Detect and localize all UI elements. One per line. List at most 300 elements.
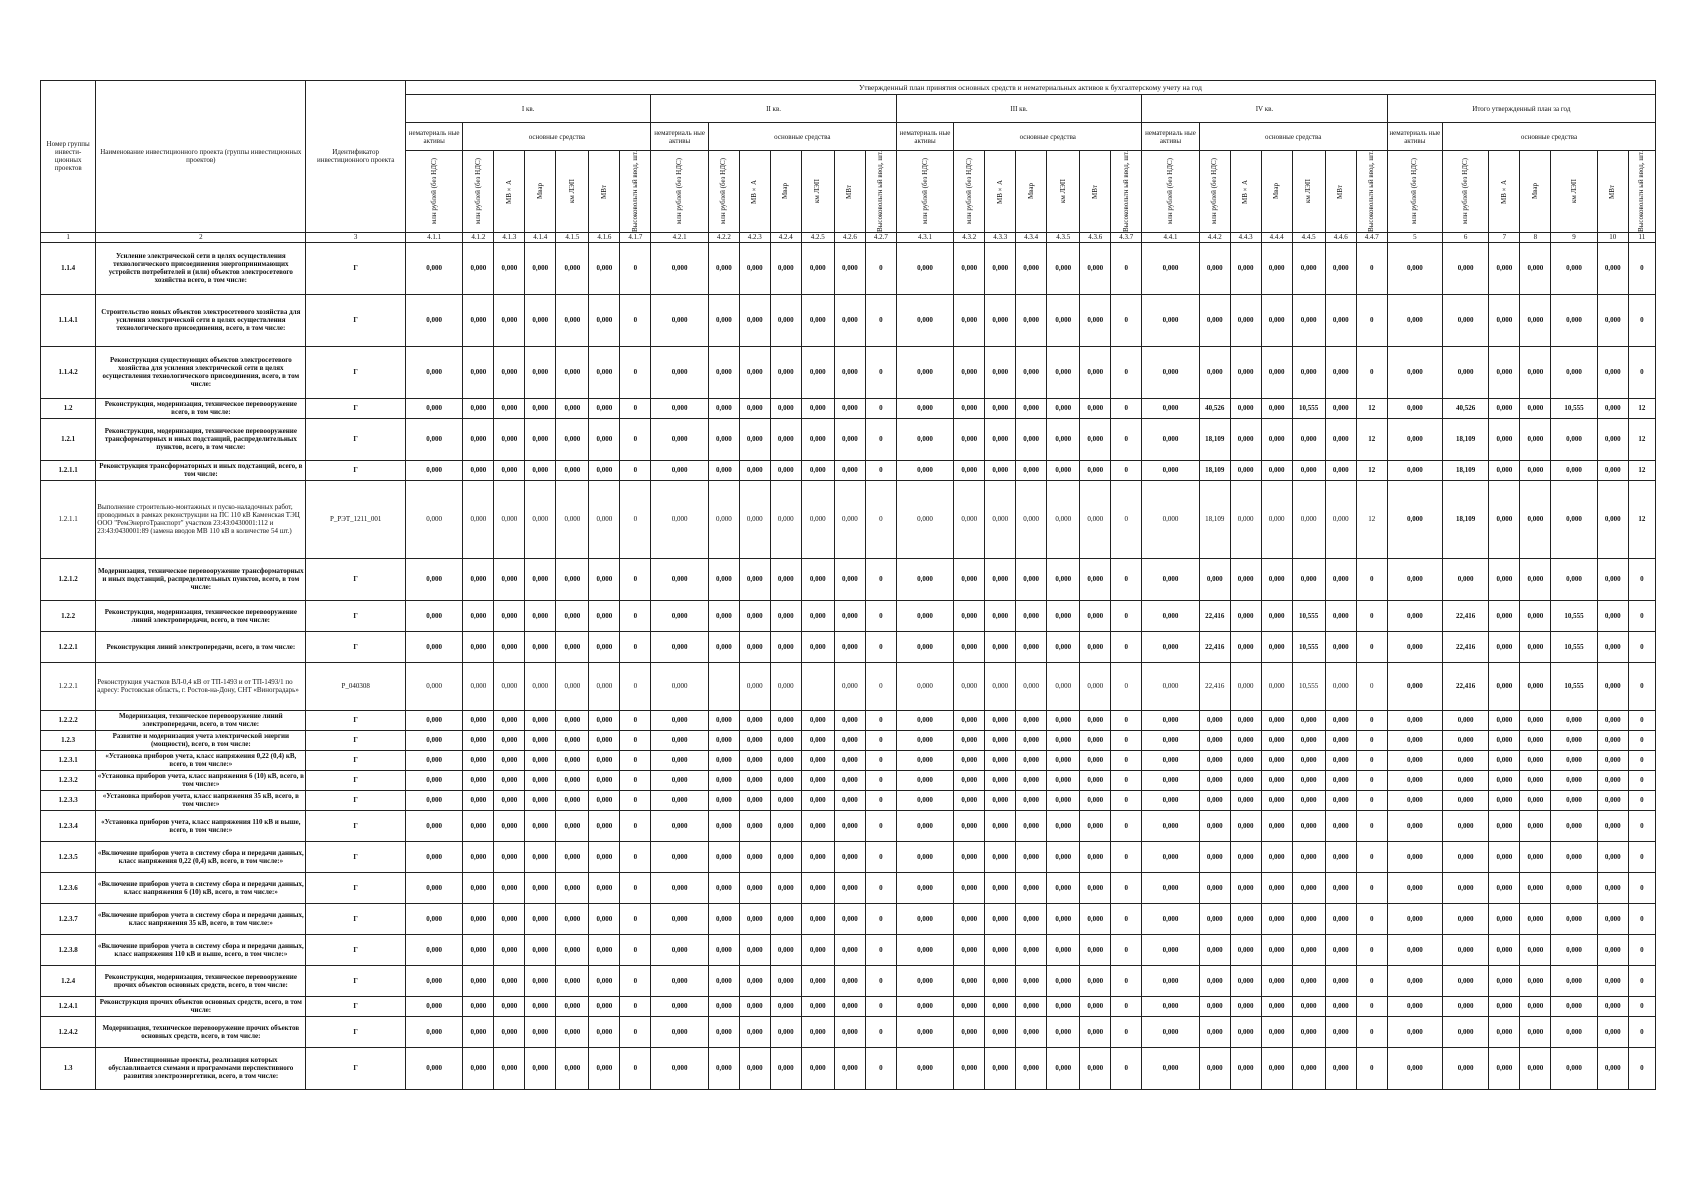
total-cell: 0,000 [1442, 346, 1488, 398]
total-cell: 0,000 [1387, 841, 1442, 872]
total-cell: 0,000 [1520, 1016, 1551, 1047]
value-cell: 0,000 [1230, 1016, 1261, 1047]
value-cell: 0,000 [739, 460, 770, 480]
value-cell: 0,000 [896, 418, 954, 460]
row-name: Модернизация, техническое перевооружение трансформаторных и иных подстанций, распределительных пунктов, всего, в том числе: [96, 558, 306, 600]
value-cell: 0,000 [770, 631, 801, 662]
total-cell: 0,000 [1551, 1016, 1597, 1047]
value-cell: 0,000 [463, 996, 494, 1016]
total-cell: 0,000 [1520, 710, 1551, 730]
value-cell: 0,000 [651, 872, 709, 903]
total-cell: 0,000 [1520, 662, 1551, 710]
value-cell: 0,000 [834, 480, 865, 558]
value-cell: 0,000 [1325, 346, 1356, 398]
value-cell: 0,000 [1142, 480, 1200, 558]
value-cell: 0,000 [985, 790, 1016, 810]
value-cell: 0,000 [708, 631, 739, 662]
value-cell: 0,000 [525, 1016, 556, 1047]
value-cell: 0,000 [801, 294, 834, 346]
value-cell: 0,000 [1292, 872, 1325, 903]
value-cell: 0,000 [1261, 600, 1292, 631]
value-cell: 0,000 [1142, 810, 1200, 841]
value-cell: 0,000 [494, 1047, 525, 1089]
table-row [41, 750, 1656, 770]
total-cell: 10,555 [1551, 631, 1597, 662]
row-identifier: Г [306, 1047, 406, 1089]
column-number: 9 [1551, 232, 1597, 242]
value-cell: 0,000 [405, 631, 463, 662]
value-cell: 0,000 [1292, 790, 1325, 810]
value-cell: 0,000 [1016, 662, 1047, 710]
table-row [41, 460, 1656, 480]
value-cell: 0,000 [1142, 996, 1200, 1016]
value-cell: 0,000 [896, 710, 954, 730]
total-cell: 0,000 [1489, 242, 1520, 294]
value-cell: 0,000 [494, 934, 525, 965]
value-cell: 0,000 [589, 730, 620, 750]
column-number: 4.2.6 [834, 232, 865, 242]
value-cell: 0,000 [1016, 460, 1047, 480]
total-cell: 0,000 [1442, 841, 1488, 872]
value-cell: 0,000 [708, 480, 739, 558]
row-number: 1.2.2 [41, 600, 96, 631]
value-cell: 0,000 [1142, 872, 1200, 903]
value-cell: 0,000 [556, 841, 589, 872]
column-number: 4.1.6 [589, 232, 620, 242]
value-cell: 0,000 [834, 810, 865, 841]
value-cell: 0,000 [1080, 710, 1111, 730]
value-cell: 0 [865, 810, 896, 841]
value-cell: 0,000 [1261, 965, 1292, 996]
unit-label: км ЛЭП [567, 179, 576, 204]
value-cell: 0,000 [1325, 770, 1356, 790]
value-cell: 0,000 [985, 1016, 1016, 1047]
value-cell: 0,000 [708, 460, 739, 480]
value-cell: 0,000 [463, 810, 494, 841]
row-number: 1.2 [41, 398, 96, 418]
unit-label: Мвар [535, 183, 544, 200]
value-cell: 0,000 [1230, 480, 1261, 558]
value-cell: 0,000 [708, 750, 739, 770]
value-cell: 0,000 [1261, 770, 1292, 790]
value-cell: 0 [620, 790, 651, 810]
value-cell: 0,000 [1047, 398, 1080, 418]
row-number: 1.2.2.1 [41, 631, 96, 662]
value-cell: 0,000 [896, 346, 954, 398]
value-cell: 0,000 [985, 294, 1016, 346]
value-cell: 0,000 [834, 662, 865, 710]
table-row [41, 346, 1656, 398]
value-cell: 0,000 [494, 242, 525, 294]
value-cell: 0,000 [1261, 841, 1292, 872]
value-cell: 0,000 [463, 872, 494, 903]
value-cell: 0,000 [739, 242, 770, 294]
value-cell: 0,000 [1261, 631, 1292, 662]
row-number: 1.1.4.1 [41, 294, 96, 346]
value-cell: 0,000 [1261, 903, 1292, 934]
value-cell: 0,000 [985, 480, 1016, 558]
total-cell: 0,000 [1520, 242, 1551, 294]
value-cell: 0,000 [896, 398, 954, 418]
value-cell: 0,000 [896, 750, 954, 770]
value-cell: 0,000 [1142, 294, 1200, 346]
value-cell: 0,000 [770, 841, 801, 872]
value-cell: 0 [620, 1016, 651, 1047]
value-cell: 0,000 [1261, 790, 1292, 810]
value-cell: 0,000 [1292, 242, 1325, 294]
quarter-header: III кв. [896, 95, 1141, 123]
unit-label: млн рублей (без НДС) [675, 158, 684, 225]
value-cell: 0,000 [1142, 346, 1200, 398]
value-cell: 0,000 [1325, 903, 1356, 934]
column-number: 6 [1442, 232, 1488, 242]
value-cell: 0,000 [463, 346, 494, 398]
value-cell: 0,000 [525, 903, 556, 934]
value-cell: 12 [1356, 480, 1387, 558]
total-cell: 0,000 [1387, 730, 1442, 750]
value-cell: 0,000 [1292, 418, 1325, 460]
unit-label: Высоковольтн ый ввод, шт. [1121, 151, 1130, 232]
value-cell: 0,000 [556, 418, 589, 460]
value-cell: 0,000 [739, 810, 770, 841]
value-cell: 0,000 [1080, 1016, 1111, 1047]
value-cell: 0 [1111, 1016, 1142, 1047]
value-cell: 10,555 [1292, 631, 1325, 662]
value-cell: 0 [1111, 662, 1142, 710]
row-identifier: Г [306, 558, 406, 600]
value-cell: 0 [865, 480, 896, 558]
total-cell: 0,000 [1551, 965, 1597, 996]
value-cell: 0,000 [1261, 810, 1292, 841]
value-cell: 0,000 [494, 841, 525, 872]
total-cell: 0,000 [1489, 903, 1520, 934]
value-cell: 0,000 [770, 872, 801, 903]
row-identifier: Г [306, 730, 406, 750]
value-cell: 0,000 [1325, 242, 1356, 294]
total-cell: 0,000 [1597, 1047, 1628, 1089]
value-cell: 0,000 [556, 965, 589, 996]
value-cell: 0,000 [1230, 841, 1261, 872]
row-name: Реконструкция, модернизация, техническое перевооружение линий электропередачи, всего, в том числе: [96, 600, 306, 631]
value-cell: 0,000 [651, 1016, 709, 1047]
row-name: Модернизация, техническое перевооружение прочих объектов основных средств, всего, в том числе: [96, 1016, 306, 1047]
total-cell: 0,000 [1442, 730, 1488, 750]
value-cell: 22,416 [1199, 662, 1230, 710]
total-cell: 0,000 [1551, 934, 1597, 965]
value-cell: 0 [1111, 790, 1142, 810]
total-cell: 0,000 [1551, 710, 1597, 730]
value-cell: 0 [1356, 996, 1387, 1016]
value-cell: 0,000 [896, 1047, 954, 1089]
value-cell: 0,000 [463, 418, 494, 460]
value-cell: 0,000 [985, 631, 1016, 662]
value-cell: 0,000 [954, 631, 985, 662]
value-cell: 18,109 [1199, 480, 1230, 558]
value-cell: 0,000 [770, 558, 801, 600]
column-number: 4.3.2 [954, 232, 985, 242]
value-cell: 0,000 [954, 872, 985, 903]
row-number: 1.2.3 [41, 730, 96, 750]
value-cell: 0,000 [1080, 790, 1111, 810]
value-cell: 0,000 [494, 418, 525, 460]
value-cell: 0,000 [405, 1047, 463, 1089]
unit-header [1199, 151, 1230, 233]
value-cell: 0,000 [801, 1047, 834, 1089]
value-cell: 0 [865, 790, 896, 810]
total-cell: 0,000 [1489, 810, 1520, 841]
value-cell: 0,000 [1047, 460, 1080, 480]
total-cell: 0,000 [1442, 965, 1488, 996]
value-cell: 0 [620, 398, 651, 418]
value-cell: 0,000 [494, 770, 525, 790]
table-row [41, 631, 1656, 662]
value-cell: 0,000 [770, 790, 801, 810]
row-name: Реконструкция участков ВЛ-0,4 кВ от ТП-1493 и от ТП-1493/1 по адресу: Ростовская область, г. Ростов-на-Дону, СНТ «Виноградарь» [96, 662, 306, 710]
value-cell: 22,416 [1199, 631, 1230, 662]
value-cell: 0,000 [739, 398, 770, 418]
value-cell: 0,000 [1292, 710, 1325, 730]
value-cell: 12 [1356, 418, 1387, 460]
value-cell: 0,000 [589, 872, 620, 903]
value-cell: 0 [1356, 934, 1387, 965]
unit-label: млн рублей (без НДС) [473, 158, 482, 225]
value-cell [708, 662, 739, 710]
table-row [41, 965, 1656, 996]
quarter-header: IV кв. [1142, 95, 1387, 123]
total-cell: 12 [1628, 398, 1655, 418]
value-cell: 0 [865, 600, 896, 631]
column-number: 1 [41, 232, 96, 242]
value-cell: 0,000 [739, 1047, 770, 1089]
total-cell: 0,000 [1442, 996, 1488, 1016]
value-cell: 0,000 [463, 294, 494, 346]
value-cell: 0,000 [954, 242, 985, 294]
value-cell: 0 [1111, 770, 1142, 790]
value-cell: 0,000 [494, 790, 525, 810]
value-cell: 0,000 [1080, 460, 1111, 480]
total-cell: 0,000 [1597, 965, 1628, 996]
value-cell: 0,000 [1199, 242, 1230, 294]
unit-header [739, 151, 770, 233]
value-cell: 0,000 [651, 294, 709, 346]
value-cell: 0,000 [525, 810, 556, 841]
unit-label: МВ×А [750, 179, 759, 204]
value-cell: 0 [1356, 770, 1387, 790]
value-cell: 0,000 [954, 996, 985, 1016]
value-cell: 0,000 [1016, 418, 1047, 460]
value-cell: 0,000 [525, 770, 556, 790]
value-cell: 0,000 [801, 934, 834, 965]
unit-header [1111, 151, 1142, 233]
value-cell: 0 [620, 242, 651, 294]
unit-header [708, 151, 739, 233]
total-cell: 0,000 [1489, 346, 1520, 398]
value-cell: 0,000 [1047, 841, 1080, 872]
value-cell: 0,000 [1199, 1047, 1230, 1089]
total-cell: 0,000 [1489, 872, 1520, 903]
total-cell: 0,000 [1387, 600, 1442, 631]
value-cell: 0,000 [525, 398, 556, 418]
value-cell: 0,000 [708, 872, 739, 903]
value-cell: 0,000 [896, 965, 954, 996]
row-number: 1.3 [41, 1047, 96, 1089]
value-cell: 0 [620, 460, 651, 480]
value-cell: 0,000 [525, 1047, 556, 1089]
total-cell: 0,000 [1489, 600, 1520, 631]
total-cell: 0,000 [1551, 1047, 1597, 1089]
value-cell: 0,000 [589, 1016, 620, 1047]
table-row [41, 1047, 1656, 1089]
value-cell: 0,000 [954, 460, 985, 480]
value-cell: 0,000 [1047, 631, 1080, 662]
value-cell: 0,000 [1325, 1047, 1356, 1089]
unit-label: млн рублей (без НДС) [1165, 158, 1174, 225]
value-cell: 0,000 [985, 558, 1016, 600]
value-cell: 0,000 [589, 242, 620, 294]
value-cell: 0,000 [1047, 996, 1080, 1016]
value-cell: 0,000 [1261, 750, 1292, 770]
total-cell: 0,000 [1387, 558, 1442, 600]
unit-header [620, 151, 651, 233]
value-cell: 0,000 [739, 418, 770, 460]
value-cell: 0,000 [834, 346, 865, 398]
value-cell: 0,000 [1047, 934, 1080, 965]
value-cell: 0,000 [834, 996, 865, 1016]
value-cell: 0,000 [1230, 460, 1261, 480]
value-cell: 0,000 [801, 730, 834, 750]
total-cell: 0,000 [1489, 294, 1520, 346]
total-cell: 0 [1628, 1047, 1655, 1089]
value-cell: 0,000 [1142, 750, 1200, 770]
total-cell: 12 [1628, 418, 1655, 460]
row-identifier: P_040308 [306, 662, 406, 710]
value-cell: 0,000 [801, 770, 834, 790]
total-cell: 0,000 [1551, 790, 1597, 810]
total-cell: 0 [1628, 631, 1655, 662]
total-cell: 0,000 [1520, 418, 1551, 460]
total-cell: 0,000 [1597, 242, 1628, 294]
value-cell: 0,000 [1080, 730, 1111, 750]
col-name-header: Наименование инвестиционного проекта (группы инвестиционных проектов) [96, 81, 306, 233]
value-cell: 0,000 [556, 710, 589, 730]
value-cell: 0,000 [1261, 730, 1292, 750]
value-cell: 0,000 [1292, 770, 1325, 790]
value-cell: 0,000 [739, 730, 770, 750]
row-name: «Включение приборов учета в систему сбора и передачи данных, класс напряжения 6 (10) кВ, всего, в том числе:» [96, 872, 306, 903]
total-cell: 0,000 [1387, 965, 1442, 996]
total-cell: 0,000 [1442, 770, 1488, 790]
value-cell: 0,000 [463, 730, 494, 750]
unit-header [589, 151, 620, 233]
column-number: 4.1.1 [405, 232, 463, 242]
total-cell: 0,000 [1489, 1047, 1520, 1089]
value-cell: 0,000 [494, 558, 525, 600]
total-cell: 0,000 [1597, 770, 1628, 790]
value-cell: 0 [865, 730, 896, 750]
column-number: 11 [1628, 232, 1655, 242]
value-cell: 0,000 [525, 965, 556, 996]
value-cell: 0,000 [1142, 965, 1200, 996]
row-number: 1.2.2.1 [41, 662, 96, 710]
total-cell: 0,000 [1597, 841, 1628, 872]
column-number: 4.3.3 [985, 232, 1016, 242]
value-cell: 0,000 [556, 480, 589, 558]
row-name: Реконструкция, модернизация, техническое перевооружение трансформаторных и иных подстанций, распределительных пунктов, всего, в том числе: [96, 418, 306, 460]
value-cell: 0,000 [556, 770, 589, 790]
value-cell: 0 [865, 996, 896, 1016]
value-cell: 0,000 [985, 460, 1016, 480]
unit-label: Мвар [781, 183, 790, 200]
value-cell: 0,000 [1230, 1047, 1261, 1089]
value-cell: 0,000 [1261, 934, 1292, 965]
value-cell: 0,000 [651, 750, 709, 770]
unit-label: млн рублей (без НДС) [1461, 158, 1470, 225]
value-cell: 0,000 [1142, 418, 1200, 460]
value-cell: 0,000 [1080, 631, 1111, 662]
row-identifier: Г [306, 631, 406, 662]
total-cell: 0,000 [1442, 750, 1488, 770]
value-cell: 0,000 [708, 294, 739, 346]
value-cell: 0,000 [1080, 1047, 1111, 1089]
unit-header [896, 151, 954, 233]
value-cell: 0,000 [801, 965, 834, 996]
row-number: 1.2.4.1 [41, 996, 96, 1016]
value-cell: 0,000 [1080, 996, 1111, 1016]
total-cell: 0,000 [1551, 841, 1597, 872]
value-cell: 0,000 [1080, 810, 1111, 841]
value-cell: 0,000 [556, 1016, 589, 1047]
value-cell: 40,526 [1199, 398, 1230, 418]
value-cell: 0 [620, 965, 651, 996]
total-cell: 0,000 [1597, 810, 1628, 841]
total-cell: 0,000 [1387, 790, 1442, 810]
value-cell: 0,000 [770, 398, 801, 418]
value-cell: 0,000 [896, 790, 954, 810]
value-cell: 0,000 [770, 294, 801, 346]
value-cell: 0,000 [739, 965, 770, 996]
unit-header [1325, 151, 1356, 233]
value-cell: 0 [620, 710, 651, 730]
total-cell: 0,000 [1520, 600, 1551, 631]
total-cell: 0,000 [1442, 558, 1488, 600]
table-row [41, 996, 1656, 1016]
value-cell: 0,000 [1261, 418, 1292, 460]
value-cell: 0,000 [1261, 996, 1292, 1016]
total-cell: 0,000 [1387, 631, 1442, 662]
total-cell: 0,000 [1520, 996, 1551, 1016]
column-number: 8 [1520, 232, 1551, 242]
total-cell: 0,000 [1597, 903, 1628, 934]
column-number: 4.3.6 [1080, 232, 1111, 242]
total-cell: 0,000 [1597, 418, 1628, 460]
document-page [40, 80, 1656, 1090]
value-cell: 0,000 [1047, 750, 1080, 770]
value-cell: 0,000 [525, 934, 556, 965]
column-number: 4.4.4 [1261, 232, 1292, 242]
value-cell: 0,000 [405, 810, 463, 841]
value-cell: 0,000 [985, 750, 1016, 770]
total-cell: 0 [1628, 770, 1655, 790]
value-cell: 0 [1356, 558, 1387, 600]
value-cell: 0,000 [556, 558, 589, 600]
column-number: 4.1.2 [463, 232, 494, 242]
value-cell: 0,000 [463, 631, 494, 662]
total-cell: 0,000 [1387, 770, 1442, 790]
value-cell: 0,000 [1230, 872, 1261, 903]
row-name: Модернизация, техническое перевооружение линий электропередачи, всего, в том числе: [96, 710, 306, 730]
value-cell: 0,000 [739, 1016, 770, 1047]
value-cell: 0,000 [556, 398, 589, 418]
